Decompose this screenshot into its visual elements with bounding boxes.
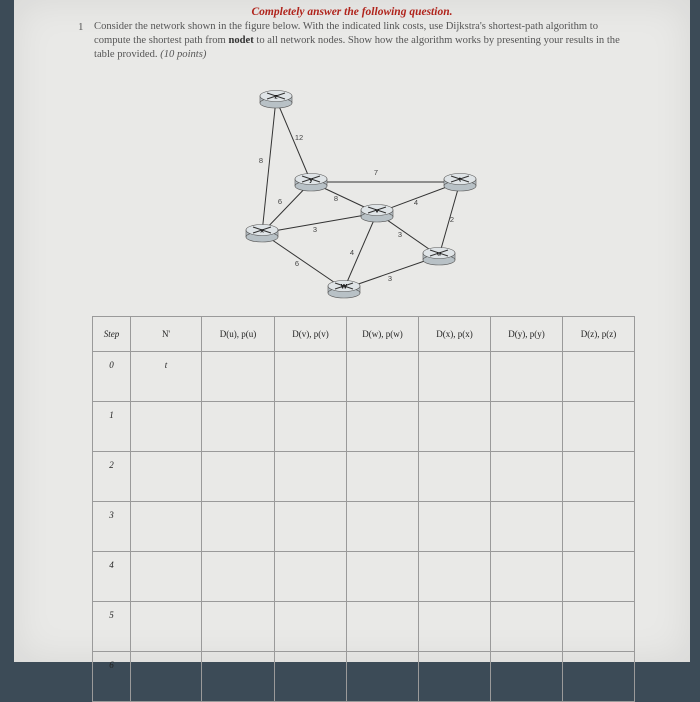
n-prime-cell[interactable] xyxy=(131,552,202,602)
step-cell: 0 xyxy=(93,352,131,402)
distance-cell[interactable] xyxy=(275,652,347,702)
distance-cell[interactable] xyxy=(202,552,275,602)
network-svg xyxy=(224,85,484,303)
link-cost-label: 7 xyxy=(373,168,379,177)
distance-cell[interactable] xyxy=(491,652,563,702)
distance-cell[interactable] xyxy=(275,402,347,452)
router-label: W xyxy=(340,283,348,291)
header-step: Step xyxy=(93,317,131,352)
distance-cell[interactable] xyxy=(202,452,275,502)
router-z-icon xyxy=(260,91,292,109)
router-y-icon xyxy=(295,174,327,192)
dijkstra-table xyxy=(92,316,635,702)
question-bold-word: nodet xyxy=(228,35,254,46)
question-text xyxy=(94,20,634,62)
link-cost-label: 4 xyxy=(349,248,355,257)
table-row xyxy=(93,502,635,552)
distance-cell[interactable] xyxy=(275,352,347,402)
distance-cell[interactable] xyxy=(202,652,275,702)
router-t-icon xyxy=(444,174,476,192)
distance-cell[interactable] xyxy=(419,602,491,652)
router-v-icon xyxy=(361,205,393,223)
table-body xyxy=(93,352,635,702)
router-u-icon xyxy=(423,248,455,266)
link-cost-label: 12 xyxy=(294,133,304,142)
n-prime-cell[interactable] xyxy=(131,502,202,552)
router-label: v xyxy=(375,207,379,215)
link-x-v xyxy=(262,213,377,233)
step-cell: 3 xyxy=(93,502,131,552)
distance-cell[interactable] xyxy=(347,502,419,552)
n-prime-cell[interactable] xyxy=(131,652,202,702)
header-dx: D(x), p(x) xyxy=(419,317,491,352)
distance-cell[interactable] xyxy=(275,552,347,602)
n-prime-cell[interactable] xyxy=(131,602,202,652)
router-label: x xyxy=(260,227,264,235)
distance-cell[interactable] xyxy=(419,552,491,602)
header-du: D(u), p(u) xyxy=(202,317,275,352)
distance-cell[interactable] xyxy=(563,552,635,602)
router-label: y xyxy=(309,176,313,184)
table-header-row xyxy=(93,317,635,352)
distance-cell[interactable] xyxy=(347,352,419,402)
table-row xyxy=(93,652,635,702)
router-w-icon xyxy=(328,281,360,299)
distance-cell[interactable] xyxy=(491,502,563,552)
step-cell: 4 xyxy=(93,552,131,602)
table-row xyxy=(93,352,635,402)
link-cost-label: 8 xyxy=(258,156,264,165)
distance-cell[interactable] xyxy=(563,352,635,402)
distance-cell[interactable] xyxy=(419,352,491,402)
distance-cell[interactable] xyxy=(275,602,347,652)
step-cell: 2 xyxy=(93,452,131,502)
distance-cell[interactable] xyxy=(563,602,635,652)
link-cost-label: 4 xyxy=(413,198,419,207)
distance-cell[interactable] xyxy=(491,552,563,602)
router-label: u xyxy=(437,250,441,258)
question-number: 1 xyxy=(78,21,84,33)
distance-cell[interactable] xyxy=(563,402,635,452)
distance-cell[interactable] xyxy=(202,602,275,652)
distance-cell[interactable] xyxy=(491,452,563,502)
question-text-part1: Consider the network shown in the figure below. With the indicated link costs, use Dijkstra's shortest-path algorithm to compute the shortest path from xyxy=(94,21,599,46)
link-cost-label: 3 xyxy=(397,230,403,239)
distance-cell[interactable] xyxy=(563,502,635,552)
distance-cell[interactable] xyxy=(275,452,347,502)
step-cell: 5 xyxy=(93,602,131,652)
distance-cell[interactable] xyxy=(202,402,275,452)
link-cost-label: 6 xyxy=(277,197,283,206)
header-dz: D(z), p(z) xyxy=(563,317,635,352)
link-z-x xyxy=(262,99,276,233)
link-cost-label: 3 xyxy=(312,225,318,234)
table-row xyxy=(93,552,635,602)
distance-cell[interactable] xyxy=(202,502,275,552)
question-text-part2: to all network nodes. Show how the algorithm works by presenting your results in the table provided. xyxy=(94,35,620,60)
header-dv: D(v), p(v) xyxy=(275,317,347,352)
table-row xyxy=(93,602,635,652)
distance-cell[interactable] xyxy=(347,452,419,502)
network-diagram xyxy=(224,85,484,303)
header-dw: D(w), p(w) xyxy=(347,317,419,352)
header-dy: D(y), p(y) xyxy=(491,317,563,352)
table-row xyxy=(93,452,635,502)
distance-cell[interactable] xyxy=(563,652,635,702)
link-z-y xyxy=(276,99,311,182)
link-cost-label: 8 xyxy=(333,194,339,203)
n-prime-cell[interactable]: t xyxy=(131,352,202,402)
document-page xyxy=(14,0,690,670)
distance-cell[interactable] xyxy=(419,452,491,502)
n-prime-cell[interactable] xyxy=(131,402,202,452)
distance-cell[interactable] xyxy=(419,502,491,552)
distance-cell[interactable] xyxy=(419,402,491,452)
distance-cell[interactable] xyxy=(491,602,563,652)
router-label: t xyxy=(458,176,462,184)
router-label: z xyxy=(274,93,278,101)
distance-cell[interactable] xyxy=(347,552,419,602)
header-n-prime: N' xyxy=(131,317,202,352)
distance-cell[interactable] xyxy=(347,602,419,652)
distance-cell[interactable] xyxy=(202,352,275,402)
distance-cell[interactable] xyxy=(491,402,563,452)
link-cost-label: 6 xyxy=(294,259,300,268)
question-points: (10 points) xyxy=(160,49,207,60)
distance-cell[interactable] xyxy=(347,652,419,702)
distance-cell[interactable] xyxy=(347,402,419,452)
table-row xyxy=(93,402,635,452)
step-cell: 1 xyxy=(93,402,131,452)
link-cost-label: 2 xyxy=(449,215,455,224)
question-title: Completely answer the following question. xyxy=(251,6,453,18)
distance-cell[interactable] xyxy=(419,652,491,702)
distance-cell[interactable] xyxy=(275,502,347,552)
n-prime-cell[interactable] xyxy=(131,452,202,502)
distance-cell[interactable] xyxy=(491,352,563,402)
distance-cell[interactable] xyxy=(563,452,635,502)
link-x-w xyxy=(262,233,344,289)
link-cost-label: 3 xyxy=(387,274,393,283)
step-cell: 6 xyxy=(93,652,131,702)
router-x-icon xyxy=(246,225,278,243)
